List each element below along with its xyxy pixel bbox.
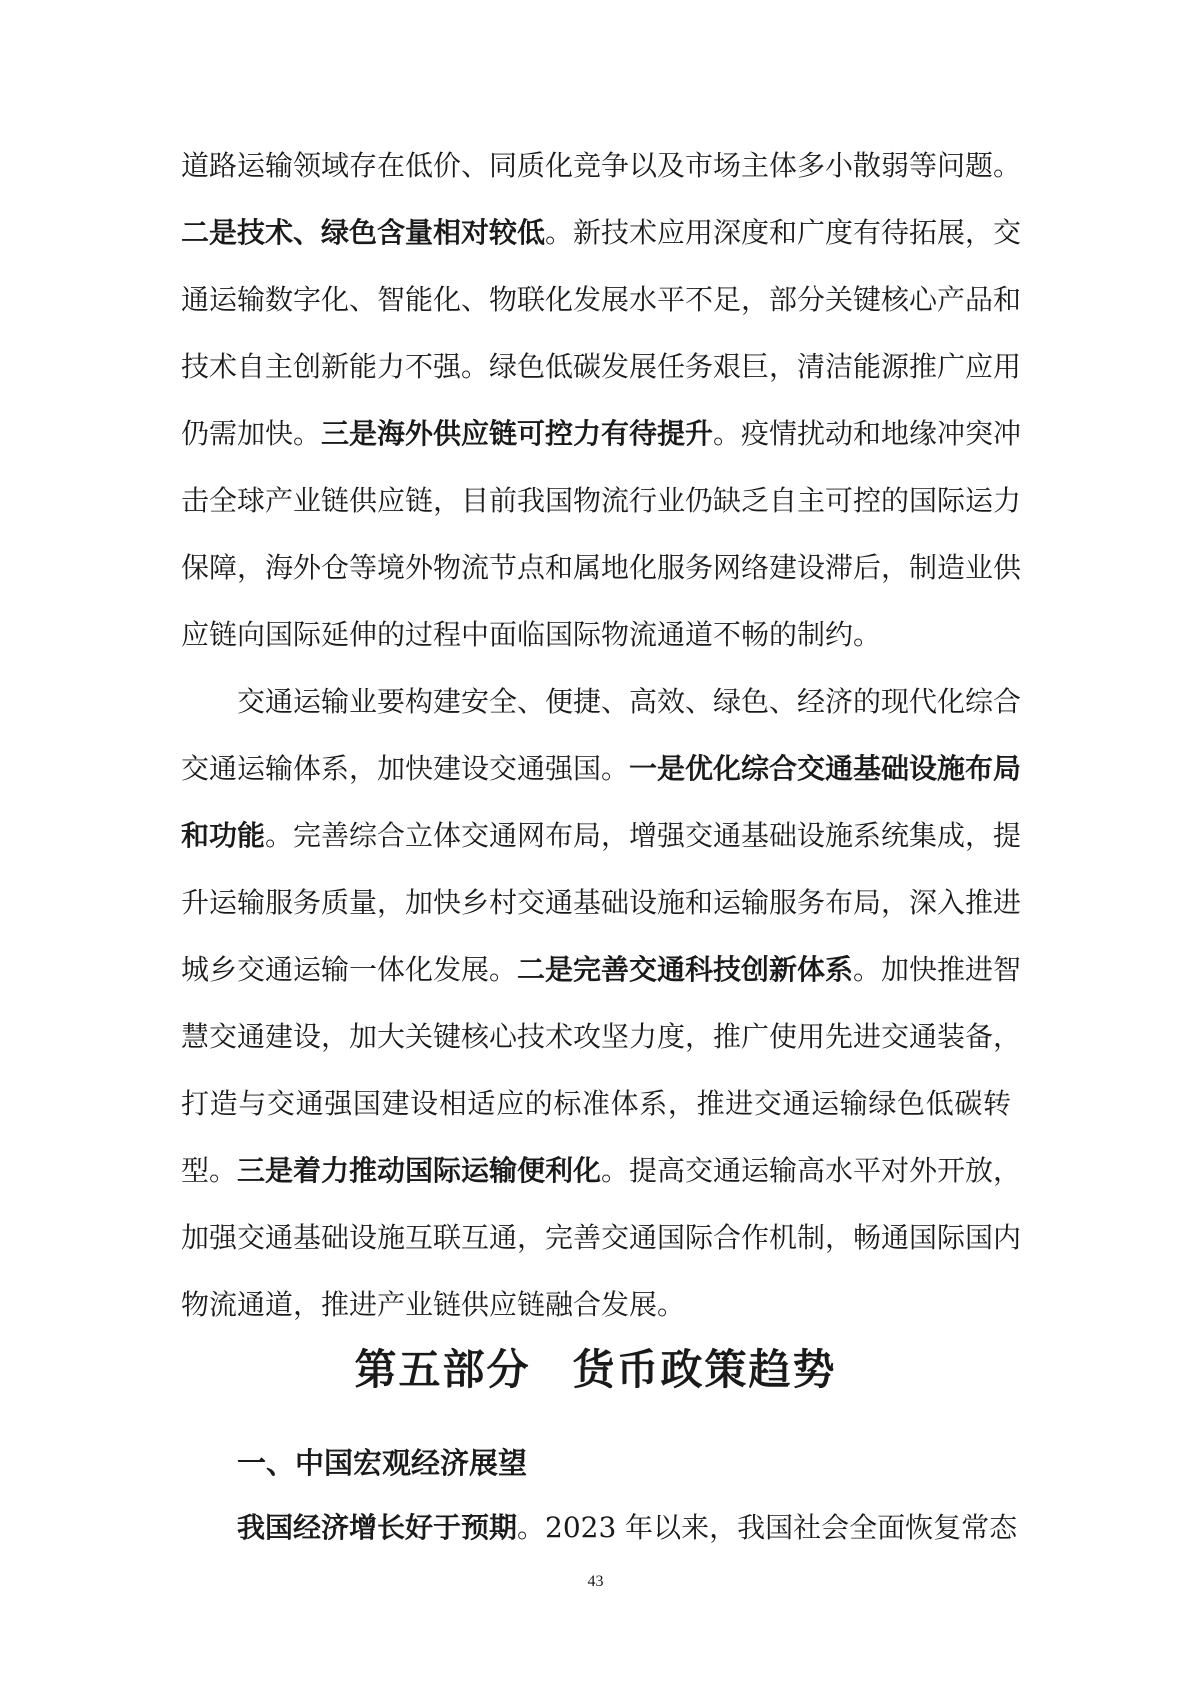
emphasis-text: 我国经济增长好于预期: [237, 1511, 518, 1544]
text-line: 慧交通建设，加大关键核心技术攻坚力度，推广使用先进交通装备，: [181, 1020, 1022, 1053]
text-line: 交通运输体系，加快建设交通强国。一是优化综合交通基础设施布局: [181, 752, 1022, 785]
emphasis-text: 二是技术、绿色含量相对较低: [181, 216, 546, 249]
text-line: 二是技术、绿色含量相对较低。新技术应用深度和广度有待拓展，交: [181, 216, 1022, 249]
part-title: 第五部分 货币政策趋势: [354, 1345, 837, 1394]
text-line: 物流通道，推进产业链供应链融合发展。: [181, 1288, 686, 1321]
text-line: 仍需加快。三是海外供应链可控力有待提升。疫情扰动和地缘冲突冲: [181, 417, 1022, 450]
text-line: 打造与交通强国建设相适应的标准体系，推进交通运输绿色低碳转: [181, 1087, 1011, 1120]
text-line: 加强交通基础设施互联互通，完善交通国际合作机制，畅通国际国内: [181, 1221, 1022, 1254]
document-body: [181, 148, 1022, 1354]
section-heading: 一、中国宏观经济展望: [237, 1446, 528, 1480]
emphasis-text: 三是海外供应链可控力有待提升: [321, 417, 714, 450]
paragraph: [181, 1510, 1018, 1577]
text-line: 交通运输业要构建安全、便捷、高效、绿色、经济的现代化综合: [237, 685, 1022, 718]
text-line: 城乡交通运输一体化发展。二是完善交通科技创新体系。加快推进智: [181, 953, 1022, 986]
text-line: 型。三是着力推动国际运输便利化。提高交通运输高水平对外开放，: [181, 1154, 1022, 1187]
text-line: 技术自主创新能力不强。绿色低碳发展任务艰巨，清洁能源推广应用: [181, 350, 1022, 383]
emphasis-text: 三是着力推动国际运输便利化: [237, 1154, 602, 1187]
text-line: 道路运输领域存在低价、同质化竞争以及市场主体多小散弱等问题。: [181, 149, 1022, 182]
page-number: 43: [587, 1573, 604, 1590]
text-line: 和功能。完善综合立体交通网布局，增强交通基础设施系统集成，提: [181, 819, 1022, 852]
text-line: 应链向国际延伸的过程中面临国际物流通道不畅的制约。: [181, 618, 882, 651]
text-line: 击全球产业链供应链，目前我国物流行业仍缺乏自主可控的国际运力: [181, 484, 1022, 517]
emphasis-text: 二是完善交通科技创新体系: [517, 953, 854, 986]
text-line: 我国经济增长好于预期。2023 年以来，我国社会全面恢复常态: [237, 1511, 1018, 1544]
text-line: 通运输数字化、智能化、物联化发展水平不足，部分关键核心产品和: [181, 283, 1022, 316]
text-line: 升运输服务质量，加快乡村交通基础设施和运输服务布局，深入推进: [181, 886, 1022, 919]
text-line: 保障，海外仓等境外物流节点和属地化服务网络建设滞后，制造业供: [181, 551, 1022, 584]
emphasis-text: 和功能: [181, 819, 266, 852]
emphasis-text: 一是优化综合交通基础设施布局: [629, 752, 1022, 785]
